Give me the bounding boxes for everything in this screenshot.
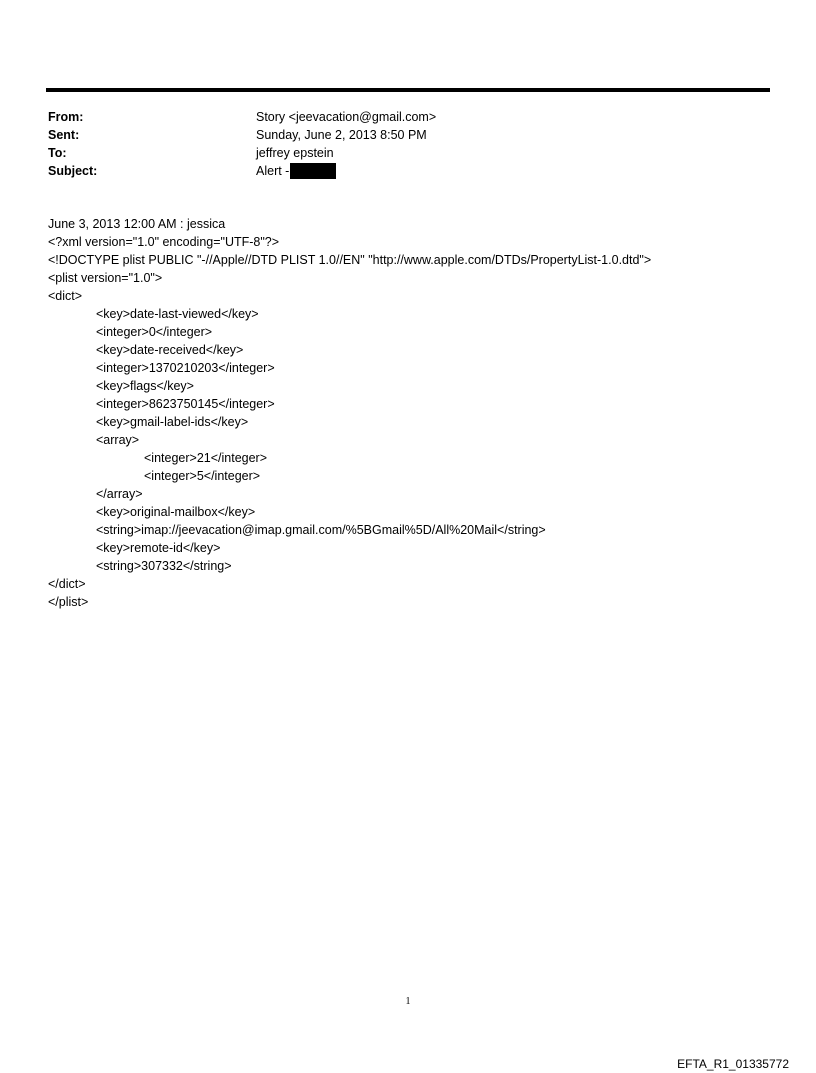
to-label: To: [48, 146, 67, 160]
body-line-array-item: <integer>5</integer> [144, 469, 261, 483]
body-line-array-open: <array> [96, 433, 140, 447]
body-line-key: <key>gmail-label-ids</key> [96, 415, 249, 429]
body-line-plist-open: <plist version="1.0"> [48, 271, 163, 285]
body-line-date: June 3, 2013 12:00 AM : jessica [48, 217, 226, 231]
body-line-value: <integer>1370210203</integer> [96, 361, 275, 375]
sent-label: Sent: [48, 128, 80, 142]
body-line-key: <key>remote-id</key> [96, 541, 221, 555]
subject-row [48, 162, 436, 180]
body-line-key: <key>date-received</key> [96, 343, 244, 357]
body-line-xml-decl: <?xml version="1.0" encoding="UTF-8"?> [48, 235, 280, 249]
email-header [48, 108, 436, 180]
body-line-key: <key>date-last-viewed</key> [96, 307, 259, 321]
document-id: EFTA_R1_01335772 [677, 1057, 789, 1071]
body-line-array-close: </array> [96, 487, 143, 501]
redaction-box [290, 163, 336, 179]
body-line-value: <integer>0</integer> [96, 325, 213, 339]
header-divider [46, 88, 770, 92]
body-line-dict-open: <dict> [48, 289, 83, 303]
from-label: From: [48, 110, 84, 124]
subject-value-wrap [256, 163, 336, 179]
body-line-value: <string>307332</string> [96, 559, 232, 573]
sent-row [48, 126, 436, 144]
to-value: jeffrey epstein [256, 146, 334, 160]
from-value: Story <jeevacation@gmail.com> [256, 110, 437, 124]
body-line-array-item: <integer>21</integer> [144, 451, 268, 465]
body-line-doctype: <!DOCTYPE plist PUBLIC "-//Apple//DTD PLIST 1.0//EN" "http://www.apple.com/DTDs/PropertyList-1.0.dtd"> [48, 253, 652, 267]
subject-value: Alert - [256, 164, 290, 178]
body-line-key: <key>flags</key> [96, 379, 194, 393]
sent-value: Sunday, June 2, 2013 8:50 PM [256, 128, 427, 142]
from-row [48, 108, 436, 126]
body-line-key: <key>original-mailbox</key> [96, 505, 256, 519]
body-line-value: <integer>8623750145</integer> [96, 397, 275, 411]
body-line-value: <string>imap://jeevacation@imap.gmail.com/%5BGmail%5D/All%20Mail</string> [96, 523, 546, 537]
body-line-dict-close: </dict> [48, 577, 86, 591]
email-body [48, 215, 651, 611]
subject-label: Subject: [48, 164, 98, 178]
body-line-plist-close: </plist> [48, 595, 89, 609]
page-number: 1 [405, 996, 411, 1007]
to-row [48, 144, 436, 162]
